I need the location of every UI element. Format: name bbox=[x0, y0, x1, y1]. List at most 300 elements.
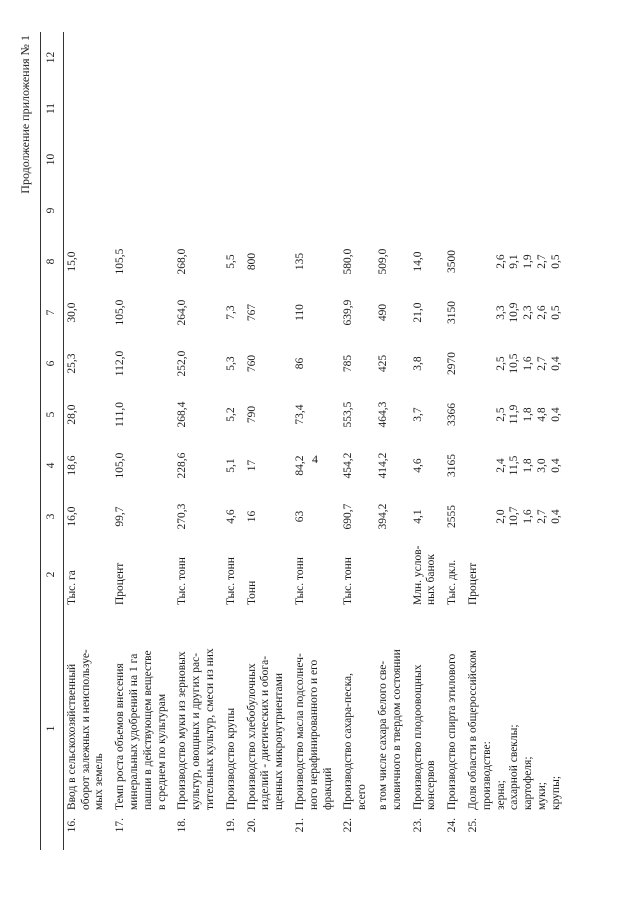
indicator-name-line: Доля области в общероссийском bbox=[466, 650, 479, 810]
value-line: 4,8 bbox=[535, 407, 548, 422]
value-cell bbox=[223, 287, 244, 338]
value-line: 580,0 bbox=[342, 248, 355, 275]
unit-line: Тыс. тонн bbox=[293, 557, 306, 605]
column-header: 5 bbox=[41, 389, 64, 440]
indicator-name bbox=[375, 607, 410, 812]
value-cell bbox=[340, 491, 375, 542]
indicator-name-line: фракций bbox=[321, 767, 334, 810]
value-line bbox=[467, 340, 481, 387]
value-line bbox=[481, 289, 495, 336]
unit-cell bbox=[465, 542, 569, 607]
column-header: 8 bbox=[41, 236, 64, 287]
value-cell bbox=[292, 32, 340, 83]
indicator-name-line: в том числе сахара белого све- bbox=[376, 660, 389, 810]
value-line: 28,0 bbox=[65, 404, 78, 425]
row-number: 22. bbox=[342, 818, 355, 833]
value-cell bbox=[375, 236, 410, 287]
unit-cell bbox=[63, 542, 112, 607]
value-line: 2,5 bbox=[494, 407, 507, 422]
unit-cell bbox=[292, 542, 340, 607]
value-cell bbox=[444, 440, 465, 491]
value-cell bbox=[63, 491, 112, 542]
unit-line: Тонн bbox=[245, 580, 258, 605]
value-line: 4,6 bbox=[224, 509, 237, 524]
value-cell bbox=[465, 236, 569, 287]
value-line: 10,5 bbox=[508, 353, 521, 374]
value-line bbox=[467, 289, 481, 336]
value-line: 84,2 bbox=[293, 455, 306, 476]
value-line: 767 bbox=[245, 303, 258, 322]
value-line: 15,0 bbox=[65, 251, 78, 272]
unit-cell bbox=[444, 542, 465, 607]
indicator-name bbox=[292, 607, 340, 812]
value-line: 2,0 bbox=[494, 509, 507, 524]
value-cell bbox=[112, 134, 174, 185]
value-line bbox=[467, 238, 481, 285]
value-line bbox=[481, 493, 495, 540]
unit-line: Тыс. тонн bbox=[342, 557, 355, 605]
indicator-name-line: изделий - диетических и обога- bbox=[259, 655, 272, 810]
row-number: 18. bbox=[176, 818, 189, 833]
value-line: 18,6 bbox=[65, 455, 78, 476]
indicator-name-line: кловичного в твердом состоянии bbox=[390, 649, 403, 810]
value-cell bbox=[410, 389, 445, 440]
page-number: 4 bbox=[312, 452, 318, 466]
value-line: 105,0 bbox=[114, 452, 127, 479]
value-cell bbox=[375, 32, 410, 83]
value-line: 252,0 bbox=[176, 350, 189, 377]
column-header: 12 bbox=[41, 32, 64, 83]
value-cell bbox=[63, 236, 112, 287]
value-cell bbox=[174, 83, 222, 134]
value-cell bbox=[465, 185, 569, 236]
indicator-name bbox=[340, 607, 375, 812]
value-line: 268,4 bbox=[176, 401, 189, 428]
value-cell bbox=[63, 440, 112, 491]
value-line: 785 bbox=[342, 354, 355, 373]
value-cell bbox=[410, 440, 445, 491]
indicator-name-line: мых земель bbox=[93, 753, 106, 810]
value-line: 268,0 bbox=[176, 248, 189, 275]
unit-line: Процент bbox=[466, 562, 479, 605]
indicator-name-line: в среднем по культурам bbox=[155, 693, 168, 810]
value-line: 105,5 bbox=[114, 248, 127, 275]
value-cell bbox=[174, 134, 222, 185]
value-line bbox=[467, 493, 481, 540]
table-row bbox=[112, 32, 174, 850]
value-cell bbox=[244, 83, 292, 134]
value-line: 690,7 bbox=[342, 503, 355, 530]
value-cell bbox=[292, 389, 340, 440]
value-line: 112,0 bbox=[114, 350, 127, 377]
value-line: 2,6 bbox=[494, 254, 507, 269]
value-line: 2,7 bbox=[535, 356, 548, 371]
value-line: 11,5 bbox=[508, 455, 521, 476]
value-cell bbox=[112, 389, 174, 440]
value-cell bbox=[292, 185, 340, 236]
value-line: 2,3 bbox=[522, 305, 535, 320]
value-line: 0,4 bbox=[549, 356, 562, 371]
value-cell bbox=[465, 134, 569, 185]
indicator-name bbox=[444, 607, 465, 812]
value-cell bbox=[223, 32, 244, 83]
value-line: 0,4 bbox=[549, 407, 562, 422]
indicator-name bbox=[465, 607, 569, 812]
value-line: 16 bbox=[245, 510, 258, 523]
value-line: 639,9 bbox=[342, 299, 355, 326]
value-cell bbox=[375, 491, 410, 542]
value-cell bbox=[174, 338, 222, 389]
value-line: 14,0 bbox=[411, 251, 424, 272]
value-cell bbox=[63, 338, 112, 389]
table-row bbox=[174, 32, 222, 850]
value-line: 760 bbox=[245, 354, 258, 373]
value-line: 454,2 bbox=[342, 452, 355, 479]
value-line: 135 bbox=[293, 252, 306, 271]
indicator-name-line: Производство сахара-песка, bbox=[342, 672, 355, 810]
value-cell bbox=[174, 287, 222, 338]
value-line: 9,1 bbox=[508, 254, 521, 269]
indicator-name-line: крупы; bbox=[549, 775, 562, 810]
row-number: 20. bbox=[245, 818, 258, 833]
column-header: 4 bbox=[41, 440, 64, 491]
value-line: 425 bbox=[376, 354, 389, 373]
value-cell bbox=[63, 32, 112, 83]
value-cell bbox=[174, 440, 222, 491]
indicator-name-line: Производство крупы bbox=[224, 707, 237, 810]
indicator-name-line: культур, овощных и других рас- bbox=[190, 652, 203, 810]
value-line: 3,3 bbox=[494, 305, 507, 320]
value-line: 17 bbox=[245, 459, 258, 472]
column-header: 2 bbox=[41, 542, 64, 607]
unit-line: Тыс. дкл. bbox=[446, 559, 459, 605]
value-line: 394,2 bbox=[376, 503, 389, 530]
row-number: 25. bbox=[466, 818, 479, 833]
value-cell bbox=[223, 440, 244, 491]
indicator-name-line: Ввод в сельскохозяйственный bbox=[65, 663, 78, 810]
value-cell bbox=[465, 491, 569, 542]
unit-cell bbox=[375, 542, 410, 607]
value-cell bbox=[223, 236, 244, 287]
value-cell bbox=[375, 287, 410, 338]
value-cell bbox=[292, 134, 340, 185]
value-cell bbox=[340, 134, 375, 185]
indicator-name bbox=[223, 607, 244, 812]
value-cell bbox=[292, 287, 340, 338]
value-line: 86 bbox=[293, 357, 306, 370]
table-row bbox=[244, 32, 292, 850]
value-cell bbox=[340, 287, 375, 338]
value-cell bbox=[112, 491, 174, 542]
value-cell bbox=[444, 83, 465, 134]
value-cell bbox=[410, 83, 445, 134]
value-line bbox=[481, 391, 495, 438]
value-line: 16,0 bbox=[65, 506, 78, 527]
row-number: 21. bbox=[293, 818, 306, 833]
value-line: 99,7 bbox=[114, 506, 127, 527]
value-cell bbox=[244, 440, 292, 491]
unit-cell bbox=[174, 542, 222, 607]
value-cell bbox=[223, 338, 244, 389]
value-line: 553,5 bbox=[342, 401, 355, 428]
value-cell bbox=[112, 83, 174, 134]
value-line: 3366 bbox=[446, 403, 459, 426]
indicator-name-line: Производство плодоовощных bbox=[411, 664, 424, 810]
value-line: 1,8 bbox=[522, 458, 535, 473]
value-line: 1,8 bbox=[522, 407, 535, 422]
value-cell bbox=[223, 83, 244, 134]
value-cell bbox=[244, 236, 292, 287]
table-body bbox=[63, 32, 568, 850]
unit-cell bbox=[410, 542, 445, 607]
value-cell bbox=[465, 440, 569, 491]
indicator-name bbox=[63, 607, 112, 812]
value-line: 790 bbox=[245, 405, 258, 424]
value-cell bbox=[465, 32, 569, 83]
value-line: 63 bbox=[293, 510, 306, 523]
value-cell bbox=[444, 185, 465, 236]
value-line: 105,0 bbox=[114, 299, 127, 326]
value-cell bbox=[340, 440, 375, 491]
row-number: 19. bbox=[224, 818, 237, 833]
value-cell bbox=[112, 338, 174, 389]
value-cell bbox=[444, 389, 465, 440]
value-cell bbox=[410, 185, 445, 236]
value-cell bbox=[292, 338, 340, 389]
value-cell bbox=[244, 491, 292, 542]
column-header: 10 bbox=[41, 134, 64, 185]
value-cell bbox=[244, 134, 292, 185]
value-line: 10,9 bbox=[508, 302, 521, 323]
value-cell bbox=[444, 491, 465, 542]
indicator-name bbox=[410, 607, 445, 812]
value-cell bbox=[112, 287, 174, 338]
unit-line: Тыс. га bbox=[65, 570, 78, 605]
value-line: 5,2 bbox=[224, 407, 237, 422]
value-line: 270,3 bbox=[176, 503, 189, 530]
indicator-name bbox=[112, 607, 174, 812]
table-row bbox=[465, 32, 569, 850]
value-cell bbox=[244, 287, 292, 338]
value-cell bbox=[375, 389, 410, 440]
value-line: 2,7 bbox=[535, 254, 548, 269]
indicator-name-line: минеральных удобрений на 1 га bbox=[127, 653, 140, 810]
value-cell bbox=[444, 32, 465, 83]
value-cell bbox=[340, 338, 375, 389]
value-cell bbox=[444, 287, 465, 338]
row-number bbox=[375, 812, 410, 850]
column-header: 3 bbox=[41, 491, 64, 542]
value-cell bbox=[444, 236, 465, 287]
value-cell bbox=[410, 32, 445, 83]
value-cell bbox=[63, 83, 112, 134]
value-line: 5,1 bbox=[224, 458, 237, 473]
table-row bbox=[410, 32, 445, 850]
indicator-name-line: Темп роста объемов внесения bbox=[114, 663, 127, 810]
indicator-name bbox=[174, 607, 222, 812]
value-line: 264,0 bbox=[176, 299, 189, 326]
value-cell bbox=[112, 236, 174, 287]
value-cell bbox=[223, 134, 244, 185]
value-cell bbox=[465, 287, 569, 338]
value-cell bbox=[112, 440, 174, 491]
value-cell bbox=[244, 185, 292, 236]
value-line: 1,6 bbox=[522, 356, 535, 371]
value-cell bbox=[375, 83, 410, 134]
value-line: 490 bbox=[376, 303, 389, 322]
value-cell bbox=[410, 287, 445, 338]
indicator-name-line: Производство хлебобулочных bbox=[245, 663, 258, 810]
value-cell bbox=[444, 338, 465, 389]
value-cell bbox=[375, 338, 410, 389]
value-line bbox=[481, 442, 495, 489]
value-cell bbox=[63, 287, 112, 338]
value-cell bbox=[340, 32, 375, 83]
indicator-name-line: щенных микронутриентами bbox=[273, 672, 286, 810]
value-line: 3,0 bbox=[535, 458, 548, 473]
indicator-name-line: консервов bbox=[425, 760, 438, 810]
indicator-name-line: сахарной свеклы; bbox=[508, 724, 521, 810]
value-line: 110 bbox=[293, 304, 306, 321]
value-cell bbox=[465, 338, 569, 389]
value-line: 414,2 bbox=[376, 452, 389, 479]
unit-line: Тыс. тонн bbox=[224, 557, 237, 605]
column-header: 11 bbox=[41, 83, 64, 134]
value-cell bbox=[63, 389, 112, 440]
value-line: 228,6 bbox=[176, 452, 189, 479]
row-number: 16. bbox=[65, 818, 78, 833]
value-line: 10,7 bbox=[508, 506, 521, 527]
indicator-name-line: тительных культур, смеси из них bbox=[203, 648, 216, 810]
value-cell bbox=[410, 134, 445, 185]
value-line: 2970 bbox=[446, 352, 459, 375]
unit-cell bbox=[340, 542, 375, 607]
value-cell bbox=[340, 236, 375, 287]
value-cell bbox=[465, 83, 569, 134]
value-line: 2,4 bbox=[494, 458, 507, 473]
value-cell bbox=[223, 491, 244, 542]
value-line: 2,5 bbox=[494, 356, 507, 371]
column-header: 9 bbox=[41, 185, 64, 236]
value-line: 4,6 bbox=[411, 458, 424, 473]
indicator-name bbox=[244, 607, 292, 812]
table-row bbox=[223, 32, 244, 850]
value-line bbox=[467, 391, 481, 438]
value-line: 0,5 bbox=[549, 305, 562, 320]
value-cell bbox=[174, 389, 222, 440]
column-header: 6 bbox=[41, 338, 64, 389]
column-header: 7 bbox=[41, 287, 64, 338]
indicator-name-line: зерна; bbox=[494, 780, 507, 810]
indicator-name-line: картофеля; bbox=[522, 756, 535, 810]
value-line: 111,0 bbox=[114, 401, 127, 428]
value-cell bbox=[375, 185, 410, 236]
unit-cell bbox=[112, 542, 174, 607]
value-cell bbox=[444, 134, 465, 185]
value-line: 30,0 bbox=[65, 302, 78, 323]
value-line: 2,6 bbox=[535, 305, 548, 320]
value-cell bbox=[244, 338, 292, 389]
value-cell bbox=[174, 491, 222, 542]
indicator-name-line: Производство спирта этилового bbox=[446, 653, 459, 810]
indicators-table bbox=[40, 32, 569, 850]
value-line: 3500 bbox=[446, 250, 459, 273]
value-line: 73,4 bbox=[293, 404, 306, 425]
value-cell bbox=[292, 491, 340, 542]
value-line: 1,9 bbox=[522, 254, 535, 269]
indicator-name-line: производстве: bbox=[480, 741, 493, 810]
value-cell bbox=[174, 32, 222, 83]
value-line bbox=[467, 442, 481, 489]
indicator-name-line: Производство масла подсолнеч- bbox=[293, 653, 306, 810]
unit-line: ных банок bbox=[425, 554, 438, 605]
indicator-name-line: всего bbox=[356, 784, 369, 810]
unit-cell bbox=[223, 542, 244, 607]
value-line bbox=[481, 340, 495, 387]
value-line: 25,3 bbox=[65, 353, 78, 374]
value-cell bbox=[375, 440, 410, 491]
value-line: 3165 bbox=[446, 454, 459, 477]
value-cell bbox=[292, 440, 340, 491]
value-cell bbox=[410, 491, 445, 542]
value-line: 0,5 bbox=[549, 254, 562, 269]
value-line: 0,4 bbox=[549, 458, 562, 473]
value-line: 0,4 bbox=[549, 509, 562, 524]
value-cell bbox=[340, 83, 375, 134]
value-cell bbox=[410, 338, 445, 389]
value-cell bbox=[174, 236, 222, 287]
value-line: 2,7 bbox=[535, 509, 548, 524]
value-line: 21,0 bbox=[411, 302, 424, 323]
value-cell bbox=[292, 83, 340, 134]
unit-line: Тыс. тонн bbox=[176, 557, 189, 605]
indicator-name-line: пашни в действующем веществе bbox=[141, 650, 154, 810]
value-cell bbox=[375, 134, 410, 185]
table-row bbox=[340, 32, 375, 850]
row-number: 17. bbox=[114, 818, 127, 833]
unit-line: Млн. услов- bbox=[411, 545, 424, 605]
table-row bbox=[292, 32, 340, 850]
value-cell bbox=[340, 185, 375, 236]
value-line: 3,7 bbox=[411, 407, 424, 422]
row-number: 24. bbox=[446, 818, 459, 833]
value-line: 3,8 bbox=[411, 356, 424, 371]
indicator-name-line: муки; bbox=[535, 782, 548, 810]
value-cell bbox=[340, 389, 375, 440]
value-cell bbox=[112, 32, 174, 83]
value-cell bbox=[465, 389, 569, 440]
value-line: 5,5 bbox=[224, 254, 237, 269]
unit-line: Процент bbox=[114, 562, 127, 605]
unit-cell bbox=[244, 542, 292, 607]
value-cell bbox=[112, 185, 174, 236]
value-cell bbox=[244, 32, 292, 83]
value-line: 2555 bbox=[446, 505, 459, 528]
indicator-name-line: ного нерафинированного и его bbox=[307, 659, 320, 810]
value-cell bbox=[223, 389, 244, 440]
appendix-label: Продолжение приложения № 1 bbox=[18, 35, 32, 194]
value-line: 5,3 bbox=[224, 356, 237, 371]
header-row bbox=[41, 32, 64, 850]
value-line: 509,0 bbox=[376, 248, 389, 275]
value-line: 11,9 bbox=[508, 404, 521, 425]
table-row bbox=[63, 32, 112, 850]
value-line: 4,1 bbox=[411, 509, 424, 524]
indicator-name-line: оборот залежных и неиспользуе- bbox=[79, 649, 92, 810]
value-cell bbox=[63, 134, 112, 185]
value-line: 1,6 bbox=[522, 509, 535, 524]
value-line: 800 bbox=[245, 252, 258, 271]
